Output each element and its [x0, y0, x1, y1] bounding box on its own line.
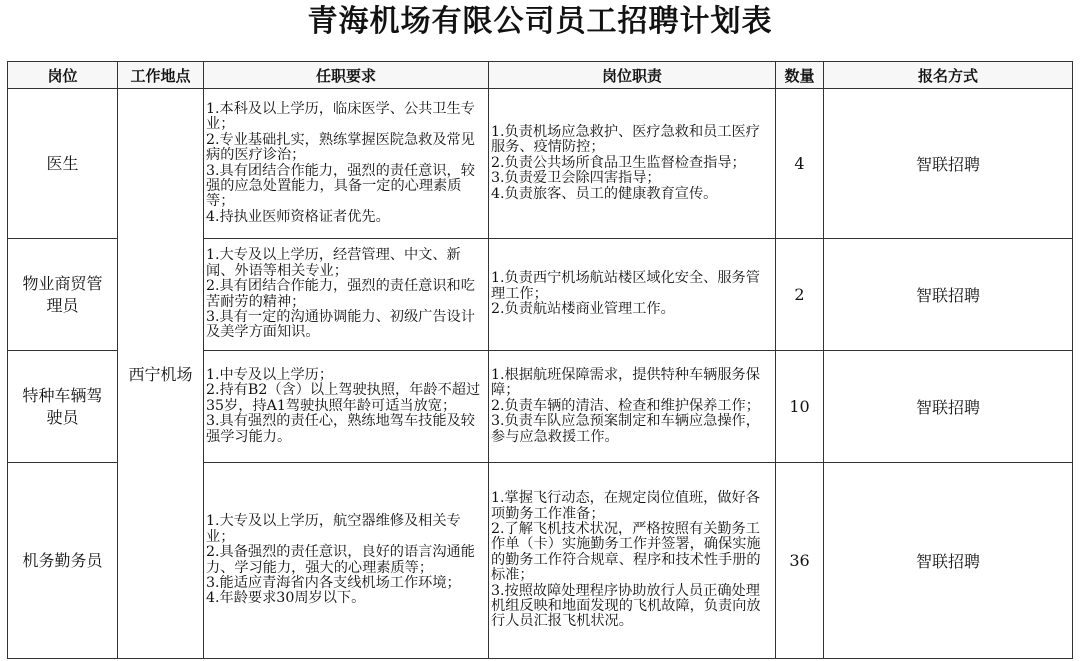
- position-name: 物业商贸管理员: [22, 273, 103, 315]
- header-duties: 岗位职责: [489, 62, 776, 89]
- location-cell: 西宁机场: [118, 89, 204, 659]
- header-position: 岗位: [8, 62, 118, 89]
- header-requirements: 任职要求: [204, 62, 489, 89]
- header-apply: 报名方式: [824, 62, 1073, 89]
- table-header-row: [8, 62, 1073, 89]
- duties-cell: 1.负责机场应急救护、医疗急救和员工医疗服务、疫情防控； 2.负责公共场所食品卫生监督检查指导； 3.负责爱卫会除四害指导； 4.负责旅客、员工的健康教育宣传。: [489, 89, 776, 239]
- requirements-cell: 1.中专及以上学历； 2.持有B2（含）以上驾驶执照，年龄不超过35岁，持A1驾驶执照年龄可适当放宽； 3.具有强烈的责任心，熟练地驾车技能及较强学习能力。: [204, 351, 489, 463]
- requirements-cell: 1.大专及以上学历，航空器维修及相关专业； 2.具备强烈的责任意识，良好的语言沟通能力、学习能力，强大的心理素质等； 3.能适应青海省内各支线机场工作环境； 4.年龄要求30周岁以下。: [204, 463, 489, 659]
- position-name: 特种车辆驾驶员: [22, 385, 103, 427]
- apply-cell: 智联招聘: [824, 239, 1073, 351]
- page-title: 青海机场有限公司员工招聘计划表: [307, 4, 773, 39]
- position-name: 医生: [46, 153, 79, 173]
- apply-cell: 智联招聘: [824, 463, 1073, 659]
- duties-cell: 1.掌握飞行动态，在规定岗位值班，做好各项勤务工作准备； 2.了解飞机技术状况，严格按照有关勤务工作单（卡）实施勤务工作并签署，确保实施的勤务工作符合规章、程序和技术性手册的标准； 3.按照故障处理程序协助放行人员正确处理机组反映和地面发现的飞机故障，负责向放行人员汇报飞机状况。: [489, 463, 776, 659]
- position-cell: [8, 239, 118, 351]
- recruitment-table: [7, 61, 1073, 659]
- requirements-cell: 1.大专及以上学历，经营管理、中文、新闻、外语等相关专业； 2.具有团结合作能力，强烈的责任意识和吃苦耐劳的精神； 3.具有一定的沟通协调能力、初级广告设计及美学方面知识。: [204, 239, 489, 351]
- position-cell: [8, 351, 118, 463]
- requirements-cell: 1.本科及以上学历，临床医学、公共卫生专业； 2.专业基础扎实，熟练掌握医院急救及常见病的医疗诊治； 3.具有团结合作能力，强烈的责任意识，较强的应急处置能力，具备一定的心理素质等； 4.持执业医师资格证者优先。: [204, 89, 489, 239]
- count-cell: 2: [776, 239, 824, 351]
- table-row: [8, 89, 1073, 239]
- position-cell: [8, 463, 118, 659]
- count-cell: 4: [776, 89, 824, 239]
- position-name: 机务勤务员: [22, 550, 103, 570]
- duties-cell: 1.根据航班保障需求，提供特种车辆服务保障； 2.负责车辆的清洁、检查和维护保养工作； 3.负责车队应急预案制定和车辆应急操作，参与应急救援工作。: [489, 351, 776, 463]
- apply-cell: 智联招聘: [824, 351, 1073, 463]
- header-count: 数量: [776, 62, 824, 89]
- apply-cell: 智联招聘: [824, 89, 1073, 239]
- duties-cell: 1.负责西宁机场航站楼区域化安全、服务管理工作； 2.负责航站楼商业管理工作。: [489, 239, 776, 351]
- position-cell: [8, 89, 118, 239]
- count-cell: 10: [776, 351, 824, 463]
- count-cell: 36: [776, 463, 824, 659]
- header-location: 工作地点: [118, 62, 204, 89]
